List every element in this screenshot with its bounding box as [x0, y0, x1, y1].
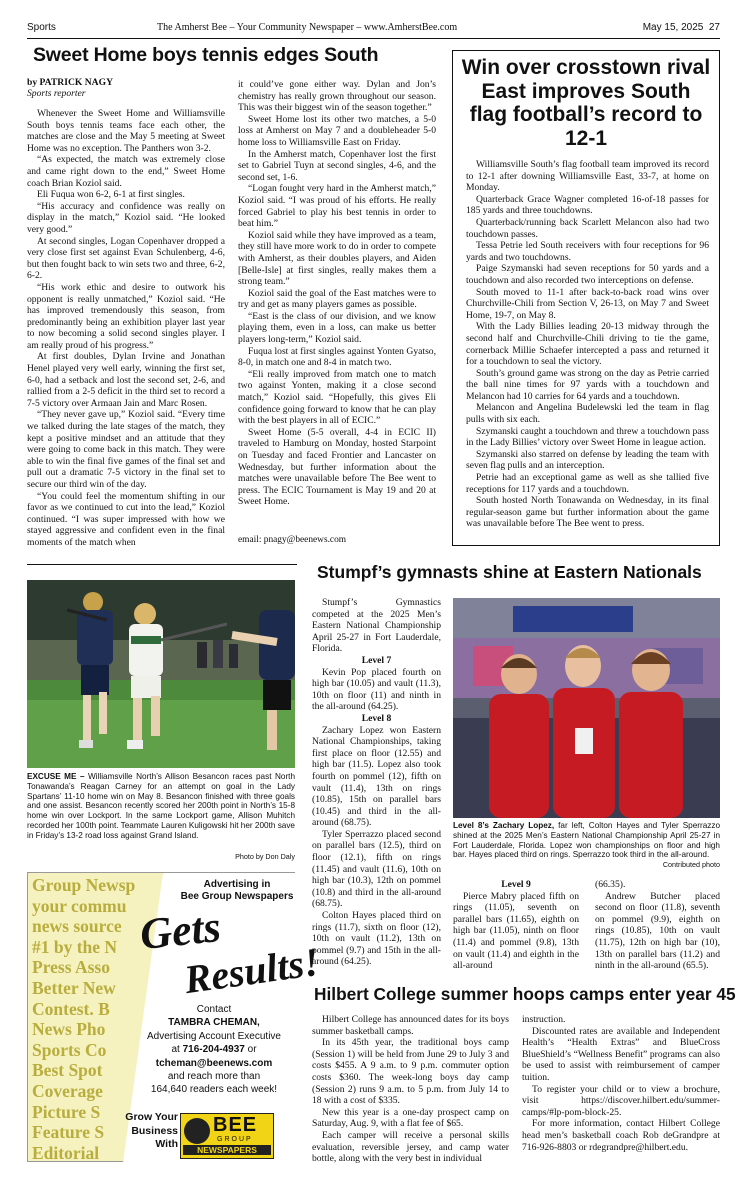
- paragraph: Each camper will receive a personal skills evaluation, reversible jersey, and camp water bottle, along with the very best in individual: [312, 1129, 509, 1165]
- hoops-col-1: [312, 1014, 509, 1165]
- ad-results: Results!: [181, 938, 323, 1003]
- section-rule: [27, 564, 297, 565]
- ad-grow-3: With: [155, 1138, 178, 1151]
- ad-bg-word: news source: [32, 916, 122, 937]
- logo-group: GROUP: [217, 1136, 253, 1143]
- paragraph: Koziol said the goal of the East matches were to try and get as many players games as possible.: [238, 287, 436, 311]
- paragraph: South hosted North Tonawanda on Wednesday, in its final regular-season game but further information about the game was unavailable before The Bee went to press.: [466, 495, 709, 530]
- ad-bg-word: Best Spot: [32, 1060, 103, 1081]
- paragraph: Szymanski caught a touchdown and threw a touchdown pass in the Lady Billies’ victory over Sweet Home in league action.: [466, 425, 709, 449]
- ad-at: at: [171, 1044, 180, 1056]
- tennis-col-2: [238, 79, 436, 508]
- tennis-email[interactable]: email: pnagy@beenews.com: [238, 535, 347, 545]
- paragraph: Colton Hayes placed third on rings (11.7), sixth on floor (12), 10th on vault (11.2), 13th on pommel (9.7) and 15th in the all-around (64.25).: [312, 910, 441, 968]
- paragraph: Melancon and Angelina Budelewski led the team in flag pulls with six each.: [466, 402, 709, 426]
- paragraph: In its 45th year, the traditional boys camp (Session 1) will be held from June 29 to July 3 and costs $455. A 9 a.m. to 9 p.m. commuter option costs $360. The week-long boys day camp (Session 2) runs 9 a.m. to 5 p.m. from July 14 to 18 with a cost of $335.: [312, 1037, 509, 1107]
- paragraph: “Eli really improved from match one to match two against Yonten, making it a close second match,” Koziol said. “Hopefully, this gives Eli confidence going forward to know that he can play with the best players in all of ECIC.”: [238, 368, 436, 427]
- ad-reach-1: and reach more than: [167, 1071, 261, 1083]
- paragraph: (66.35).: [595, 879, 626, 890]
- bee-logo: [180, 1113, 274, 1159]
- paragraph: Tessa Petrie led South receivers with four receptions for 96 yards and two touchdowns.: [466, 240, 709, 263]
- tennis-headline: Sweet Home boys tennis edges South: [33, 44, 379, 66]
- paragraph: Fuqua lost at first singles against Yonten Gyatso, 8-0, in match one and 8-4 in match two.: [238, 345, 436, 369]
- paragraph: South moved to 11-1 after back-to-back road wins over Churchville-Chili from Section V, 26-13, on May 7 and Sweet Home, 19-7, on May 8.: [466, 286, 709, 321]
- ad-grow-2: Business: [131, 1124, 178, 1137]
- page-header: [27, 22, 720, 36]
- logo-newspapers: NEWSPAPERS: [183, 1145, 271, 1155]
- paragraph: Koziol said while they have improved as a team, they still have more work to do in order to compete with Amherst, as their doubles players, and Aiden [Belle-Isle] at first singles, really makes them a strong team.”: [238, 229, 436, 288]
- paragraph: Eli Fuqua won 6-2, 6-1 at first singles.: [37, 189, 185, 201]
- advertisement[interactable]: [27, 872, 323, 1163]
- paragraph: Sweet Home lost its other two matches, a 5-0 loss at Amherst on May 7 and a doubleheader 5-0 home loss to Williamsville East on Friday.: [238, 113, 436, 148]
- subhead: Level 7: [361, 654, 392, 666]
- paragraph: Sweet Home (5-5 overall, 4-4 in ECIC II) traveled to Hamburg on Monday, hosted Starpoint on Tuesday and faced Frontier and Lancaster on Wednesday, but further information about the matches were unavailable before The Bee went to press. The ECIC Tournament is May 19 and 20 at Sweet Home.: [238, 426, 436, 508]
- paragraph: Paige Szymanski had seven receptions for 50 yards and a touchdown and also recorded two interceptions on defense.: [466, 263, 709, 286]
- paragraph: South’s ground game was strong on the day as Petrie carried the ball nine times for 97 yards with a touchdown and Melancon had 10 carries for 64 yards and a touchdown.: [466, 367, 709, 402]
- ad-top-line-2: Bee Group Newspapers: [180, 891, 294, 902]
- ad-bg-word: Editorial: [32, 1142, 100, 1163]
- ad-phone[interactable]: 716-204-4937: [182, 1044, 245, 1056]
- paragraph: Zachary Lopez won Eastern National Championships, taking first place on floor (12.55) and high bar (11.5). Lopez also took fourth on pommel (12), fifth on vault (11.4), 13th on rings (10.85), 15th on parallel bars (10.45) and third in the all-around (68.75).: [312, 724, 441, 829]
- ad-contact-label: Contact: [196, 1004, 232, 1015]
- ad-grow-block: [120, 1111, 178, 1152]
- football-headline: Win over crosstown rival East improves South flag football’s record to 12-1: [461, 56, 711, 150]
- paragraph: it could’ve gone either way. Dylan and Jon’s chemistry has really grown throughout our season. This was their biggest win of the season together.”: [238, 79, 436, 114]
- football-box: [452, 50, 720, 546]
- subhead: Level 8: [361, 712, 392, 724]
- caption-lead: Level 8’s Zachary Lopez,: [453, 821, 555, 830]
- section-label: Sports: [27, 22, 56, 33]
- tennis-byline-role: Sports reporter: [27, 88, 86, 99]
- bee-icon: [184, 1118, 210, 1144]
- subhead: Level 9: [501, 879, 531, 890]
- paragraph: Quarterback/running back Scarlett Melancon also had two touchdown passes.: [466, 216, 709, 240]
- gymnastics-col-2: [453, 879, 579, 972]
- ad-bg-word: Contest. B: [32, 998, 110, 1019]
- paragraph: Quarterback Grace Wagner completed 16-of-18 passes for 185 yards and three touchdowns.: [466, 193, 709, 217]
- ad-bg-word: Group Newsp: [32, 875, 136, 895]
- paragraph: Whenever the Sweet Home and Williamsville South boys tennis teams face each other, the matches are close and the May 5 meeting at Sweet Home was no exception. The Panthers won 3-2.: [27, 108, 225, 154]
- paragraph: “As expected, the match was extremely close and came right down to the end,” Sweet Home coach Brian Koziol said.: [27, 154, 225, 189]
- gymnastics-photo: [453, 598, 720, 818]
- paragraph: Pierce Mabry placed fifth on rings (11.05), seventh on parallel bars (11.65), eighth on high bar (11.05), ninth on floor (11.4) and pommel (9.8), 13th on vault (11.4) and eighth in the all-around: [453, 890, 579, 972]
- caption-text: far left, Colton Hayes and Tyler Sperrazzo shined at the 2025 Men’s Eastern National Championship April 25-27 in Fort Lauderdale, Florida. Lopez won championships on floor and high bar. Hayes placed third on rings. Sperrazzo took third in the all-around.: [453, 821, 721, 860]
- caption-text: Williamsville North’s Allison Besancon races past North Tonawanda’s Reagan Carney for an attempt on goal in the Lady Spartans’ 11-10 home win on May 8. Besancon finished with three goals and one assist. Besancon recently scored her 200th point in North’s 15-8 home win over Lockport. In the same Lockport game, Allison Muhitch recorded her 100th point. Teammate Lauren Kuligowski hit her 200th save in Friday’s 13-2 road loss against Grand Island.: [27, 772, 296, 840]
- paragraph: “You could feel the momentum shifting in our favor as we continued to cut into the lead,” Koziol continued. “I was super impressed with how we stayed aggressive and confident even in the final moments of the match when: [27, 490, 225, 548]
- football-text: [466, 159, 709, 530]
- paragraph: Tyler Sperrazzo placed second on parallel bars (12.5), third on floor (12.1), fifth on rings (11.45) and vault (11.6), 10th on high bar (10.3), 12th on pommel (10.8) and third in the all-around (68.75).: [312, 828, 441, 910]
- hoops-col-2: [522, 1014, 720, 1153]
- paragraph: Williamsville South’s flag football team improved its record to 12-1 after downing Williamsville East, 33-7, at home on Monday.: [466, 159, 709, 194]
- gymnastics-headline: Stumpf’s gymnasts shine at Eastern Nationals: [317, 562, 702, 582]
- ad-bg-word: #1 by the N: [32, 936, 118, 957]
- ad-bg-word: Picture S: [32, 1101, 101, 1122]
- ad-phone-line: [132, 1043, 296, 1056]
- gymnastics-col-3: [595, 879, 720, 972]
- paragraph: “Logan fought very hard in the Amherst match,” Koziol said. “I was proud of his efforts. He really forced Gabriel to play his best tennis in order to beat him.”: [238, 183, 436, 230]
- gymnastics-caption: [453, 821, 720, 860]
- ad-grow-1: Grow Your: [125, 1111, 178, 1123]
- ad-reach-2: 164,640 readers each week!: [150, 1084, 278, 1096]
- paragraph: “His work ethic and desire to outwork his opponent is really unmatched,” Koziol said. “He has improved tremendously this season, from predominantly being an exhibition player last year to now becoming a solid second singles player. I am really proud of his progress.”: [27, 281, 225, 351]
- paragraph: In the Amherst match, Copenhaver lost the first set to Gabriel Tuyn at second singles, 4-6, and the second set, 1-6.: [238, 148, 436, 183]
- paragraph: At second singles, Logan Copenhaver dropped a very close first set against Evan Schulenberg, 4-6, but then fought back to win sets two and three, 6-2, 6-2.: [27, 235, 225, 282]
- paragraph: Discounted rates are available and Independent Health’s “Health Extras” and BlueCross BlueShield’s “Wellness Benefit” programs can also be used to assist with reimbursement of camper tuition.: [522, 1025, 720, 1083]
- ad-bg-word: Sports Co: [32, 1039, 107, 1060]
- tennis-byline: by PATRICK NAGY: [27, 77, 113, 88]
- ad-or: or: [247, 1044, 257, 1056]
- paragraph: Hilbert College has announced dates for its boys summer basketball camps.: [312, 1014, 509, 1037]
- ad-bg-word: News Pho: [32, 1019, 106, 1040]
- ad-contact-block: [132, 1003, 296, 1097]
- paragraph[interactable]: To register your child or to view a brochure, visit https://discover.hilbert.edu/summer-camps/#lp-pom-block-25.: [522, 1083, 720, 1118]
- ad-bg-word: your commu: [32, 895, 127, 916]
- ad-top-line-1: Advertising in: [203, 879, 271, 890]
- ad-contact-name: TAMBRA CHEMAN,: [168, 1017, 260, 1029]
- paragraph: Szymanski also starred on defense by leading the team with seven flag pulls and an interception.: [466, 448, 709, 472]
- lacrosse-caption: [27, 772, 295, 841]
- paragraph: With the Lady Billies leading 20-13 midway through the second half and Churchville-Chili driving to tie the game, cornerback Millie Schaefer intercepted a pass and returned it for a touchdown to seal the victory.: [466, 321, 709, 368]
- ad-bg-word: Press Asso: [32, 957, 110, 978]
- lacrosse-credit: Photo by Don Daly: [235, 852, 295, 861]
- header-rule: [27, 38, 720, 39]
- date-page: May 15, 2025 27: [642, 22, 720, 33]
- paragraph: New this year is a one-day prospect camp on Saturday, Aug. 9, with a flat fee of $65.: [312, 1106, 509, 1130]
- gymnastics-photo-graphic: [453, 598, 720, 818]
- paragraph: Andrew Butcher placed second on floor (11.8), seventh on pommel (9.9), eighth on rings (10.85), 10th on vault (11.75), 12th on high bar (10), 13th on parallel bars (11.2) and ninth in the all-around (65.5).: [595, 890, 720, 972]
- paragraph: “East is the class of our division, and we know playing them, even in a loss, can make us better players long-term,” Koziol said.: [238, 310, 436, 346]
- paragraph: “His accuracy and confidence was really on display in the match,” Koziol said. “He looked very good.”: [27, 200, 225, 235]
- hoops-headline: Hilbert College summer hoops camps enter year 45: [314, 984, 736, 1004]
- paragraph: “They never gave up,” Koziol said. “Every time we talked during the late stages of the match, they kept a positive mindset and an attitude that they were going to come back in this match. They were able to win the final five games of the final set and pull out a dramatic 7-5 victory in the final set to secure our third win of the day.: [27, 409, 225, 490]
- paragraph: At first doubles, Dylan Irvine and Jonathan Henel played very well early, winning the first set, 6-0, had a setback and lost the second set, 2-6, and rallied from a 2-5 deficit in the third set to record a 7-5 victory over Armaan Jain and Marc Rosen.: [27, 351, 225, 409]
- ad-bg-word: Better New: [32, 977, 116, 998]
- caption-lead: EXCUSE ME –: [27, 772, 85, 781]
- ad-email[interactable]: tcheman@beenews.com: [155, 1057, 273, 1069]
- logo-bee: BEE: [213, 1114, 258, 1136]
- masthead: The Amherst Bee – Your Community Newspaper – www.AmherstBee.com: [157, 22, 458, 33]
- paragraph: Petrie had an exceptional game as well as she tallied five receptions for 117 yards and a touchdown.: [466, 472, 709, 495]
- paragraph: For more information, contact Hilbert College head men’s basketball coach Rob deGrandpre at 716-926-8803 or rdegrandpre@hilbert.edu.: [522, 1118, 720, 1153]
- ad-gets: Gets: [137, 901, 223, 960]
- paragraph: Stumpf’s Gymnastics competed at the 2025 Men’s Eastern National Championship April 25-27 in Fort Lauderdale, Florida.: [312, 597, 441, 655]
- ad-bg-word: Coverage: [32, 1080, 103, 1101]
- lacrosse-photo: [27, 580, 295, 768]
- ad-contact-title: Advertising Account Executive: [147, 1030, 281, 1042]
- paragraph: instruction.: [522, 1014, 566, 1025]
- ad-bg-word: Feature S: [32, 1122, 105, 1143]
- gymnastics-credit: Contributed photo: [662, 860, 720, 869]
- paragraph: Kevin Pop placed fourth on high bar (10.05) and vault (11.3), 10th on floor (11) and ninth in the all-around (64.25).: [312, 666, 441, 713]
- gymnastics-col-1: [312, 597, 441, 968]
- tennis-col-1: [27, 108, 225, 549]
- lacrosse-photo-graphic: [27, 580, 295, 768]
